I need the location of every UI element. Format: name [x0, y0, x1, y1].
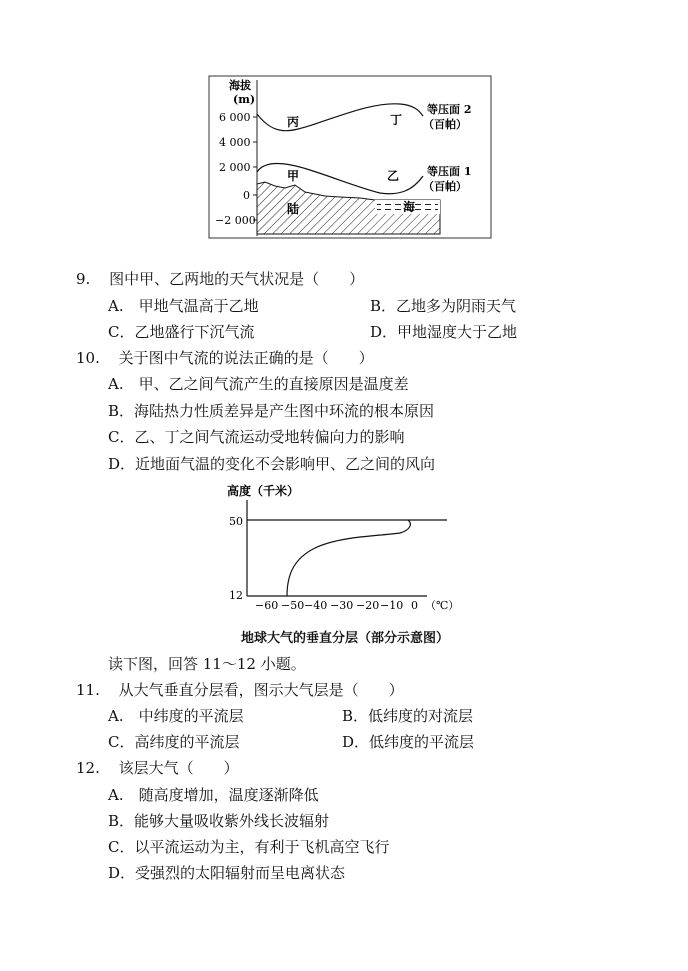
q9-option-a: A. 甲地气温高于乙地 [108, 297, 259, 315]
q11-number: 11. [76, 681, 100, 699]
q11-option-c: C．高纬度的平流层 [108, 733, 240, 751]
q10-text: 关于图中气流的说法正确的是（ ） [118, 349, 374, 367]
label-bing: 丙 [287, 115, 300, 129]
q11-text: 从大气垂直分层看，图示大气层是（ ） [118, 681, 404, 699]
q10-stem [76, 348, 374, 368]
fig1-y-axis-unit: (m) [233, 93, 256, 106]
fig2-y-tick-50: 50 [229, 515, 243, 528]
q11-option-a: A. 中纬度的平流层 [108, 707, 244, 725]
fig2-x-tick-m30: −30 [330, 599, 354, 612]
isobar2-unit: （百帕） [423, 118, 467, 131]
q10-option-a: A. 甲、乙之间气流产生的直接原因是温度差 [108, 375, 409, 393]
fig2-caption: 地球大气的垂直分层（部分示意图） [241, 631, 450, 646]
q10-number: 10. [76, 349, 100, 367]
q9-text: 图中甲、乙两地的天气状况是（ ） [109, 270, 365, 288]
atmosphere-layer-diagram [215, 478, 475, 620]
isobar2-label: 等压面 2 [427, 103, 472, 116]
temperature-curve [287, 520, 410, 596]
q9-option-c: C．乙地盛行下沉气流 [108, 323, 255, 341]
fig1-tick-2000: 2 000 [219, 161, 251, 174]
isobar-diagram [205, 72, 495, 242]
q9-stem [76, 269, 364, 289]
fig1-y-axis-title: 海拔 [229, 79, 251, 92]
fig2-x-tick-m60: −60 [255, 599, 279, 612]
isobar1-label: 等压面 1 [427, 165, 472, 178]
fig1-tick-0: 0 [243, 189, 250, 202]
fig1-tick-6000: 6 000 [219, 111, 251, 124]
fig2-x-unit: （℃） [425, 599, 460, 612]
q11-option-b: B．低纬度的对流层 [342, 707, 474, 725]
fig2-x-tick-m20: −20 [356, 599, 380, 612]
label-yi: 乙 [387, 169, 400, 183]
fig2-y-axis-title: 高度（千米） [227, 484, 300, 498]
q12-stem [76, 758, 239, 778]
q9-option-b: B．乙地多为阴雨天气 [370, 297, 517, 315]
fig2-x-tick-0: 0 [411, 599, 418, 612]
fig2-x-tick-m10: −10 [380, 599, 404, 612]
fig1-tick-4000: 4 000 [219, 136, 251, 149]
q12-text: 该层大气（ ） [118, 759, 239, 777]
q10-option-c: C．乙、丁之间气流运动受地转偏向力的影响 [108, 428, 405, 446]
label-hai: 海 [403, 200, 416, 214]
q12-number: 12. [76, 759, 100, 777]
q12-option-a: A. 随高度增加，温度逐渐降低 [108, 786, 319, 804]
fig2-y-tick-12: 12 [229, 589, 243, 602]
q12-option-d: D．受强烈的太阳辐射而呈电离状态 [108, 864, 346, 882]
q9-number: 9. [76, 270, 91, 288]
q11-option-d: D．低纬度的平流层 [342, 733, 475, 751]
label-lu: 陆 [287, 202, 300, 216]
intro-text: 读下图，回答 11～12 小题。 [108, 655, 306, 673]
q10-option-b: B．海陆热力性质差异是产生图中环流的根本原因 [108, 402, 435, 420]
q9-option-d: D．甲地湿度大于乙地 [370, 323, 518, 341]
isobar1-unit: （百帕） [423, 180, 467, 193]
q12-option-c: C．以平流运动为主，有利于飞机高空飞行 [108, 838, 390, 856]
q11-stem [76, 680, 404, 700]
label-ding: 丁 [390, 113, 403, 127]
q12-option-b: B．能够大量吸收紫外线长波辐射 [108, 812, 330, 830]
fig2-x-tick-m40: −40 [304, 599, 328, 612]
fig2-x-tick-m50: −50 [281, 599, 305, 612]
label-jia: 甲 [287, 169, 300, 183]
fig1-tick-minus2000: −2 000 [215, 214, 256, 227]
q10-option-d: D．近地面气温的变化不会影响甲、乙之间的风向 [108, 455, 436, 473]
